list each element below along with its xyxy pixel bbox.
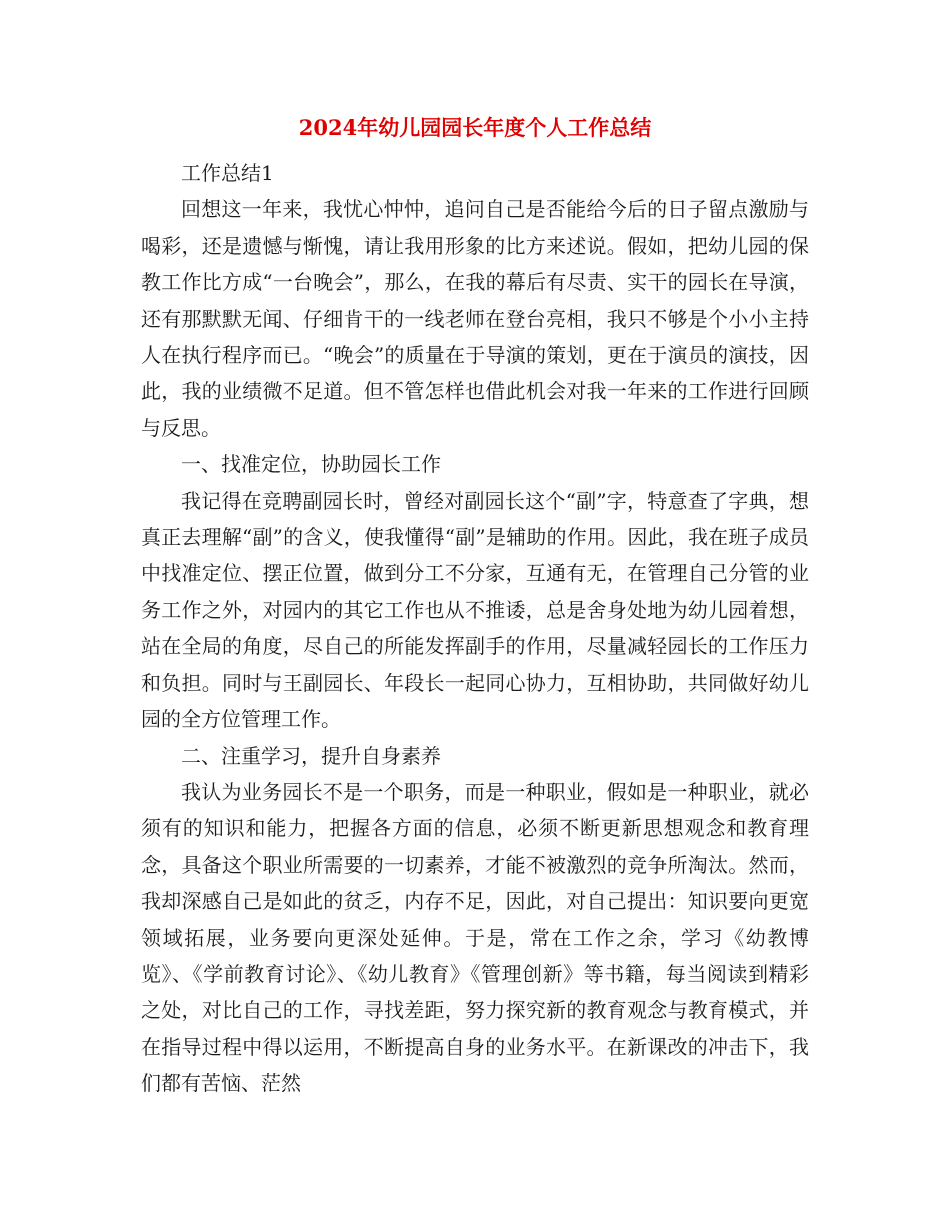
section-heading-1: 一、找准定位，协助园长工作	[181, 452, 441, 477]
section-heading-2: 二、注重学习，提升自身素养	[181, 743, 441, 768]
paragraph-section-2: 我认为业务园长不是一个职务，而是一种职业，假如是一种职业，就必须有的知识和能力，把握各方面的信息，必须不断更新思想观念和教育理念，具备这个职业所需要的一切素养，才能不被激烈的竞争所淘汰。然而，我却深感自己是如此的贫乏，内存不足，因此，对自己提出：知识要向更宽领域拓展，业务要向更深处延伸。于是，常在工作之余，学习《幼教博览》、《学前教育讨论》、《幼儿教育》《管理创新》等书籍，每当阅读到精彩之处，对比自己的工作，寻找差距，努力探究新的教育观念与教育模式，并在指导过程中得以运用，不断提高自身的业务水平。在新课改的冲击下，我们都有苦恼、茫然	[141, 779, 809, 1096]
document-body	[141, 155, 809, 1102]
document-title: 2024年幼儿园园长年度个人工作总结	[298, 115, 652, 140]
paragraph-section-1: 我记得在竞聘副园长时，曾经对副园长这个“副”字，特意查了字典，想真正去理解“副”的含义，使我懂得“副”是辅助的作用。因此，我在班子成员中找准定位、摆正位置，做到分工不分家，互通有无，在管理自己分管的业务工作之外，对园内的其它工作也从不推诿，总是舍身处地为幼儿园着想，站在全局的角度，尽自己的所能发挥副手的作用，尽量减轻园长的工作压力和负担。同时与王副园长、年段长一起同心协力，互相协助，共同做好幼儿园的全方位管理工作。	[141, 488, 809, 732]
section-heading-summary-1: 工作总结1	[181, 161, 274, 185]
paragraph-intro: 回想这一年来，我忧心忡忡，追问自己是否能给今后的日子留点激励与喝彩，还是遗憾与惭愧，请让我用形象的比方来述说。假如，把幼儿园的保教工作比方成“一台晚会”，那么，在我的幕后有尽责、实干的园长在导演，还有那默默无闻、仔细肯干的一线老师在登台亮相，我只不够是个小小主持人在执行程序而已。“晚会”的质量在于导演的策划，更在于演员的演技，因此，我的业绩微不足道。但不管怎样也借此机会对我一年来的工作进行回顾与反思。	[141, 197, 809, 440]
